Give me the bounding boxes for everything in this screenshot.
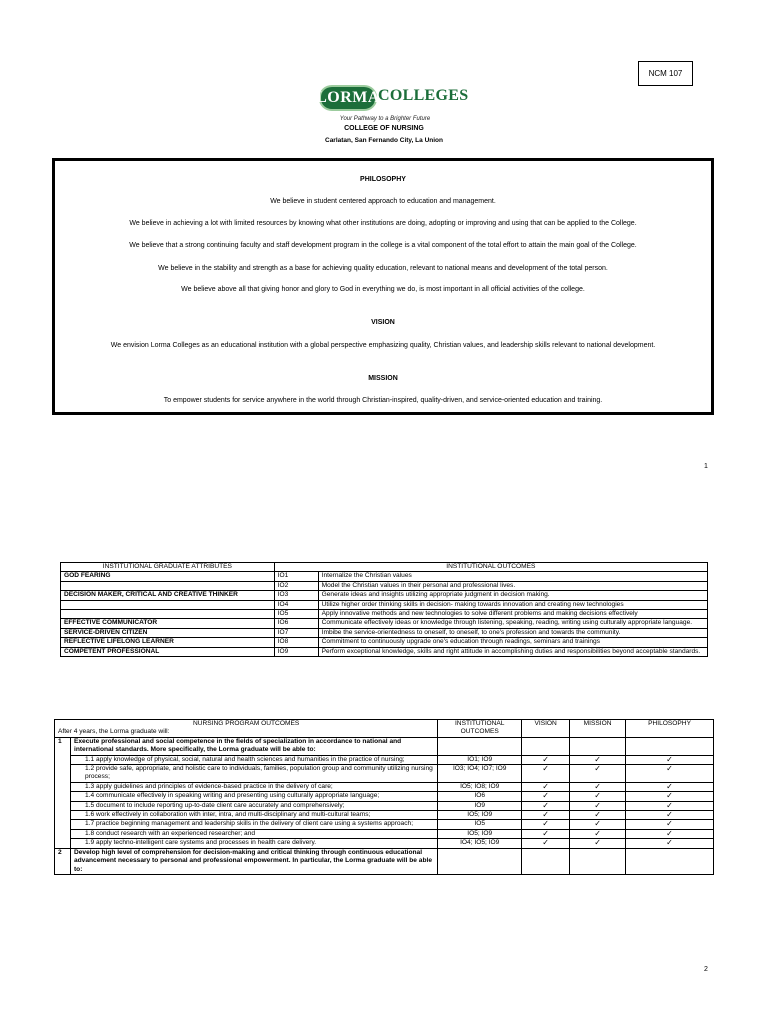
outcome-number: 2	[55, 848, 71, 874]
col-mission: MISSION	[570, 720, 626, 738]
table-row	[55, 792, 714, 801]
outcome-text: Imbibe the service-orientedness to oneself, to oneself, to one's profession and towards the community.	[318, 628, 707, 637]
philosophy-check-icon: ✓	[626, 829, 714, 838]
vision-check-icon: ✓	[522, 820, 570, 829]
outcome-code: IO3	[274, 591, 318, 600]
outcome-number: 1	[55, 737, 71, 848]
outcome-text: Communicate effectively ideas or knowledge through listening, speaking, reading, writing using culturally appropriate language.	[318, 619, 707, 628]
io-cell: IO6	[438, 792, 522, 801]
vision-check-icon: ✓	[522, 811, 570, 820]
mission-check-icon: ✓	[570, 811, 626, 820]
course-code: NCM 107	[638, 61, 693, 86]
mission-check-icon: ✓	[570, 765, 626, 783]
philosophy-line: We believe in achieving a lot with limited resources by knowing what other institutions are doing, adopting or improving and using that can be applied to the College.	[129, 220, 637, 227]
graduate-attributes-table	[60, 562, 708, 657]
mission-text: To empower students for service anywhere in the world through Christian-inspired, quality-driven, and service-oriented education and training.	[163, 397, 603, 404]
page-number: 2	[704, 966, 708, 973]
table-row	[55, 839, 714, 848]
philosophy-line: We believe in the stability and strength as a base for achieving quality education, relevant to national means and development of the total person.	[158, 265, 608, 272]
philosophy-check-icon: ✓	[626, 782, 714, 791]
table-row	[61, 581, 708, 590]
attribute-cell: EFFECTIVE COMMUNICATOR	[61, 619, 275, 628]
table-row	[61, 619, 708, 628]
attribute-cell	[61, 610, 275, 619]
philosophy-check-icon: ✓	[626, 811, 714, 820]
mission-check-icon: ✓	[570, 839, 626, 848]
table-row	[55, 848, 714, 874]
table-row	[61, 572, 708, 581]
attribute-cell: COMPETENT PROFESSIONAL	[61, 647, 275, 656]
outcome-code: IO6	[274, 619, 318, 628]
vision-heading: VISION	[371, 319, 395, 326]
table-row	[55, 782, 714, 791]
vision-text: We envision Lorma Colleges as an educational institution with a global perspective emphasizing quality, Christian values, and leadership skills relevant to national development.	[110, 342, 656, 349]
outcome-text: Internalize the Christian values	[318, 572, 707, 581]
outcomes-header: INSTITUTIONAL OUTCOMES	[274, 563, 707, 572]
sub-outcome-text: 1.9 apply techno-intelligent care systems and processes in health care delivery.	[70, 839, 437, 848]
philosophy-check-icon: ✓	[626, 792, 714, 801]
table-row	[61, 638, 708, 647]
mission-check-icon: ✓	[570, 782, 626, 791]
philosophy-heading: PHILOSOPHY	[360, 176, 406, 183]
attributes-header: INSTITUTIONAL GRADUATE ATTRIBUTES	[61, 563, 275, 572]
mission-check-icon: ✓	[570, 801, 626, 810]
outcome-code: IO4	[274, 600, 318, 609]
program-outcomes-subtitle: After 4 years, the Lorma graduate will:	[58, 728, 170, 736]
table-row	[55, 820, 714, 829]
program-outcomes-title: NURSING PROGRAM OUTCOMES	[193, 720, 300, 727]
io-cell: IO1; IO9	[438, 755, 522, 764]
sub-outcome-text: 1.6 work effectively in collaboration with inter, intra, and multi-disciplinary and multi-cultural teams;	[70, 811, 437, 820]
outcome-text: Utilize higher order thinking skills in decision- making towards innovation and creating new technologies	[318, 600, 707, 609]
outcome-text: Commitment to continuously upgrade one's education through readings, seminars and trainings	[318, 638, 707, 647]
attribute-cell: REFLECTIVE LIFELONG LEARNER	[61, 638, 275, 647]
philosophy-line: We believe above all that giving honor and glory to God in everything we do, is most important in all official activities of the college.	[181, 286, 585, 293]
program-outcomes-header	[55, 720, 438, 738]
outcome-text: Perform exceptional knowledge, skills and right attitude in accomplishing duties and responsibilities beyond acceptable standards.	[318, 647, 707, 656]
io-cell: IO5; IO9	[438, 811, 522, 820]
philosophy-line: We believe that a strong continuing faculty and staff development program in the college is a vital component of the total effort to attain the main goal of the College.	[129, 242, 637, 249]
mission-check-icon: ✓	[570, 829, 626, 838]
io-cell: IO5; IO9	[438, 829, 522, 838]
attribute-cell	[61, 600, 275, 609]
io-cell: IO5; IO8; IO9	[438, 782, 522, 791]
col-vision: VISION	[522, 720, 570, 738]
attribute-cell: DECISION MAKER, CRITICAL AND CREATIVE THINKER	[61, 591, 275, 600]
outcome-text: Generate ideas and insights utilizing appropriate judgment in decision making.	[318, 591, 707, 600]
attribute-cell: SERVICE-DRIVEN CITIZEN	[61, 628, 275, 637]
io-cell: IO5	[438, 820, 522, 829]
outcome-text: Model the Christian values in their personal and professional lives.	[318, 581, 707, 590]
outcome-code: IO7	[274, 628, 318, 637]
mission-check-icon: ✓	[570, 755, 626, 764]
outcome-code: IO1	[274, 572, 318, 581]
outcome-code: IO9	[274, 647, 318, 656]
vision-check-icon: ✓	[522, 765, 570, 783]
mission-heading: MISSION	[368, 375, 398, 382]
col-institutional-outcomes: INSTITUTIONAL OUTCOMES	[438, 720, 522, 738]
vision-check-icon: ✓	[522, 755, 570, 764]
outcome-code: IO5	[274, 610, 318, 619]
program-outcomes-table	[54, 719, 714, 875]
io-cell: IO3; IO4; IO7; IO9	[438, 765, 522, 783]
sub-outcome-text: 1.7 practice beginning management and leadership skills in the delivery of client care using a systems approach;	[70, 820, 437, 829]
sub-outcome-text: 1.2 provide safe, appropriate, and holistic care to individuals, families, population group and community utilizing nursing process;	[70, 765, 437, 783]
col-philosophy: PHILOSOPHY	[626, 720, 714, 738]
college-name: COLLEGE OF NURSING	[344, 125, 424, 132]
page-number: 1	[704, 463, 708, 470]
outcome-code: IO8	[274, 638, 318, 647]
table-row	[61, 591, 708, 600]
sub-outcome-text: 1.1 apply knowledge of physical, social, natural and health sciences and humanities in the practice of nursing;	[70, 755, 437, 764]
college-address: Carlatan, San Fernando City, La Union	[325, 137, 443, 144]
outcome-text: Apply innovative methods and new technologies to solve different problems and making decisions effectively	[318, 610, 707, 619]
table-row	[61, 647, 708, 656]
attribute-cell: GOD FEARING	[61, 572, 275, 581]
philosophy-check-icon: ✓	[626, 765, 714, 783]
vision-check-icon: ✓	[522, 801, 570, 810]
philosophy-check-icon: ✓	[626, 820, 714, 829]
sub-outcome-text: 1.3 apply guidelines and principles of evidence-based practice in the delivery of care;	[70, 782, 437, 791]
pvm-box	[52, 158, 714, 415]
philosophy-check-icon: ✓	[626, 755, 714, 764]
logo-tagline: Your Pathway to a Brighter Future	[339, 116, 431, 122]
table-row	[61, 600, 708, 609]
vision-check-icon: ✓	[522, 792, 570, 801]
vision-check-icon: ✓	[522, 839, 570, 848]
logo-emblem: LORMA	[319, 85, 377, 111]
vision-check-icon: ✓	[522, 782, 570, 791]
table-row	[55, 829, 714, 838]
table-row	[55, 755, 714, 764]
sub-outcome-text: 1.5 document to include reporting up-to-date client care accurately and comprehensively;	[70, 801, 437, 810]
table-row	[61, 610, 708, 619]
outcome-code: IO2	[274, 581, 318, 590]
main-outcome-text: Execute professional and social competence in the fields of specialization in accordance to national and international standards. More specifically, the Lorma graduate will be able to:	[70, 737, 437, 755]
table-row	[55, 801, 714, 810]
attribute-cell	[61, 581, 275, 590]
philosophy-check-icon: ✓	[626, 839, 714, 848]
mission-check-icon: ✓	[570, 820, 626, 829]
table-row	[55, 811, 714, 820]
table-row	[61, 628, 708, 637]
table-row	[55, 737, 714, 755]
sub-outcome-text: 1.8 conduct research with an experienced researcher; and	[70, 829, 437, 838]
college-logo	[316, 84, 469, 114]
mission-check-icon: ✓	[570, 792, 626, 801]
sub-outcome-text: 1.4 communicate effectively in speaking writing and presenting using culturally appropriate language;	[70, 792, 437, 801]
table-row	[55, 765, 714, 783]
io-cell: IO4; IO5; IO9	[438, 839, 522, 848]
main-outcome-text: Develop high level of comprehension for decision-making and critical thinking through continuous educational advancement necessary to personal and professional empowerment. In particular, the Lorma graduate will be able to:	[70, 848, 437, 874]
io-cell: IO9	[438, 801, 522, 810]
philosophy-check-icon: ✓	[626, 801, 714, 810]
logo-wordmark: COLLEGES	[378, 87, 469, 104]
philosophy-line: We believe in student centered approach to education and management.	[270, 198, 496, 205]
vision-check-icon: ✓	[522, 829, 570, 838]
